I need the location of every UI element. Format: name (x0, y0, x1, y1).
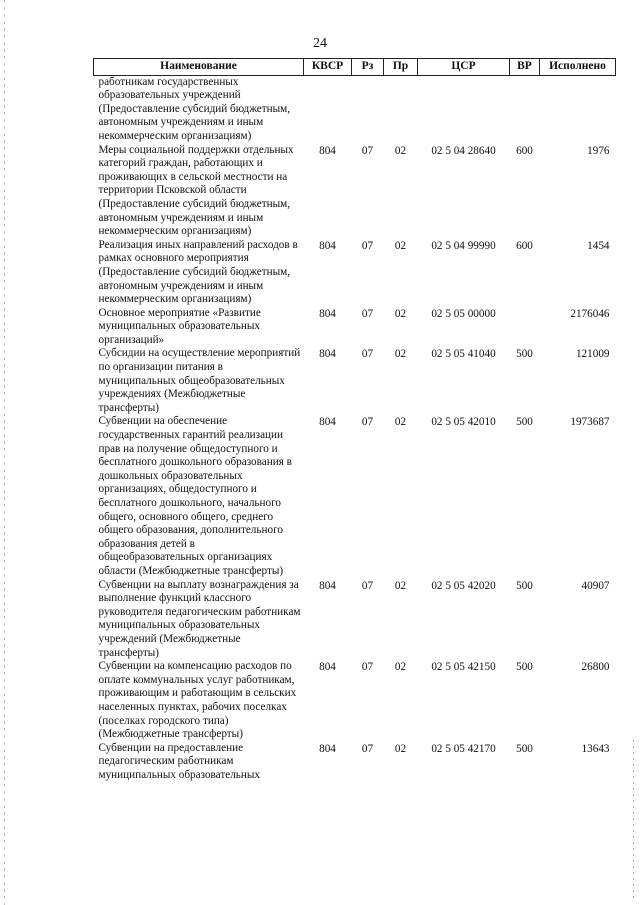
header-name: Наименование (94, 59, 304, 76)
table-row (94, 742, 616, 783)
header-kvsr: КВСР (304, 59, 352, 76)
cell-pr: 02 (394, 307, 407, 320)
header-pr: Пр (384, 59, 418, 76)
cell-csr: 02 5 05 42020 (431, 579, 496, 592)
cell-rz: 07 (361, 348, 374, 361)
cell-vr: 500 (516, 661, 533, 674)
header-rz: Рз (352, 59, 384, 76)
cell-csr: 02 5 05 42150 (431, 661, 496, 674)
cell-pr: 02 (394, 742, 407, 755)
cell-csr: 02 5 04 99990 (431, 239, 496, 252)
cell-kvsr: 804 (319, 348, 336, 361)
cell-rz: 07 (361, 742, 374, 755)
cell-name: Субсидии на осуществление мероприятий по организации питания в муниципальных общеобразовательных учреждениях (Межбюджетные трансферты) (98, 347, 301, 414)
cell-pr: 02 (394, 579, 407, 592)
cell-done (540, 75, 616, 143)
cell-name: Субвенции на предоставление педагогическим работникам муниципальных образовательных (98, 741, 260, 781)
cell-rz: 07 (361, 144, 374, 157)
cell-csr (418, 75, 510, 143)
table-row (94, 75, 616, 143)
cell-done: 1454 (587, 239, 610, 252)
cell-vr: 600 (516, 144, 533, 157)
cell-done: 26800 (581, 661, 610, 674)
cell-csr: 02 5 05 42170 (431, 742, 496, 755)
cell-vr: 500 (516, 742, 533, 755)
cell-kvsr: 804 (319, 307, 336, 320)
scan-edge-left (4, 0, 5, 905)
cell-kvsr (304, 75, 352, 143)
cell-csr: 02 5 05 00000 (431, 307, 496, 320)
cell-rz: 07 (361, 239, 374, 252)
cell-done: 2176046 (570, 307, 610, 320)
cell-pr: 02 (394, 239, 407, 252)
table-row (94, 347, 616, 415)
cell-name: Основное мероприятие «Развитие муниципальных образовательных организаций» (98, 306, 261, 346)
table-row (94, 307, 616, 348)
cell-rz: 07 (361, 307, 374, 320)
cell-kvsr: 804 (319, 144, 336, 157)
table-header (94, 59, 616, 76)
cell-done: 121009 (575, 348, 610, 361)
cell-rz: 07 (361, 579, 374, 592)
cell-csr: 02 5 05 42010 (431, 416, 496, 429)
cell-csr: 02 5 04 28640 (431, 144, 496, 157)
cell-name: Меры социальной поддержки отдельных категорий граждан, работающих и проживающих в сельской местности на территории Псковской области (Предоставление субсидий бюджетным, автономным учреждениям и иным некоммерческим организациям) (98, 143, 294, 238)
cell-vr: 500 (516, 348, 533, 361)
table-row (94, 144, 616, 239)
table-body (94, 75, 616, 782)
cell-pr: 02 (394, 661, 407, 674)
cell-kvsr: 804 (319, 742, 336, 755)
cell-name: Реализация иных направлений расходов в рамках основного мероприятия (Предоставление субсидий бюджетным, автономным учреждениям и иным некоммерческим организациям) (98, 238, 298, 306)
cell-pr (384, 75, 418, 143)
cell-kvsr: 804 (319, 661, 336, 674)
cell-done: 40907 (581, 579, 610, 592)
cell-rz: 07 (361, 661, 374, 674)
budget-table-container (93, 58, 615, 782)
cell-vr: 600 (516, 239, 533, 252)
cell-done: 1976 (587, 144, 610, 157)
table-row (94, 415, 616, 578)
cell-name: Субвенции на выплату вознаграждения за выполнение функций классного руководителя педагогическим работникам муниципальных образовательных учреждений (Межбюджетные трансферты) (98, 578, 301, 659)
header-csr: ЦСР (418, 59, 510, 76)
table-row (94, 239, 616, 307)
cell-done: 13643 (581, 742, 610, 755)
header-vr: ВР (510, 59, 540, 76)
table-row (94, 660, 616, 742)
cell-rz: 07 (361, 416, 374, 429)
budget-table (93, 58, 616, 782)
cell-vr (510, 307, 540, 348)
cell-name: работникам государственных образовательных учреждений (Предоставление субсидий бюджетным, автономным учреждениям и иным некоммерческим организациям) (98, 75, 291, 142)
scan-edge-right (633, 740, 634, 900)
cell-vr: 500 (516, 579, 533, 592)
cell-pr: 02 (394, 144, 407, 157)
cell-kvsr: 804 (319, 579, 336, 592)
cell-vr: 500 (516, 416, 533, 429)
header-done: Исполнено (540, 59, 616, 76)
cell-done: 1973687 (570, 416, 610, 429)
cell-kvsr: 804 (319, 416, 336, 429)
header-row (94, 59, 616, 76)
cell-kvsr: 804 (319, 239, 336, 252)
cell-rz (352, 75, 384, 143)
table-row (94, 579, 616, 661)
cell-name: Субвенции на обеспечение государственных гарантий реализации прав на получение общедоступного и бесплатного дошкольного образования в дошкольных образовательных организациях, общедоступного и бесплатного дошкольного, начального общего, основного общего, среднего общего образования, дополнительного образования детей в общеобразовательных организациях области (Межбюджетные трансферты) (98, 415, 292, 577)
cell-vr (510, 75, 540, 143)
cell-pr: 02 (394, 416, 407, 429)
cell-pr: 02 (394, 348, 407, 361)
cell-csr: 02 5 05 41040 (431, 348, 496, 361)
page-number: 24 (313, 36, 327, 51)
cell-name: Субвенции на компенсацию расходов по оплате коммунальных услуг работникам, проживающим и работающим в сельских населенных пунктах, рабочих поселках (поселках городского типа) (Межбюджетные трансферты) (98, 660, 297, 741)
